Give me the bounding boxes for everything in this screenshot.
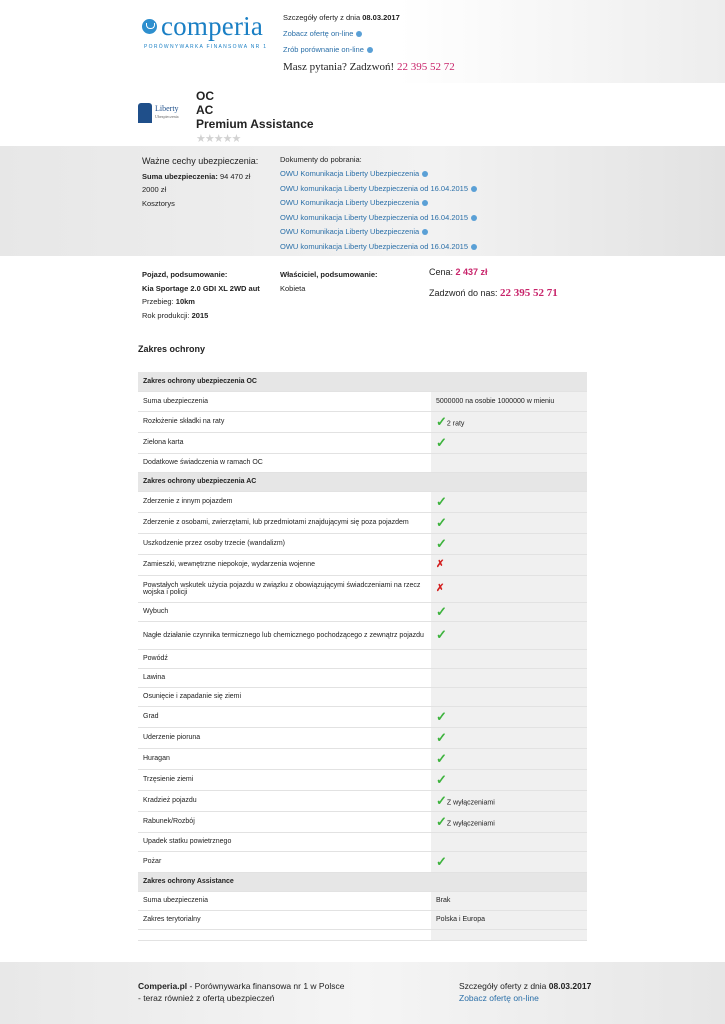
checkmark-icon: ✓ (436, 750, 447, 766)
header-phone-line: Masz pytania? Zadzwoń! 22 395 52 72 (283, 61, 455, 73)
coverage-row (138, 533, 587, 554)
coverage-value (431, 910, 587, 929)
logo-text: comperia (161, 11, 264, 41)
deductible: 2000 zł (142, 185, 167, 194)
info-icon (422, 229, 428, 235)
footer-offer: Szczegóły oferty z dnia 08.03.2017 Zobacz ofertę on-line (459, 981, 592, 1003)
header-phone[interactable]: 22 395 52 72 (396, 61, 455, 73)
logo-icon (142, 19, 157, 34)
coverage-label: Kradzież pojazdu (138, 790, 431, 811)
coverage-title: Zakres ochrony (138, 344, 206, 354)
price-block: Cena: 2 437 zł Zadzwoń do nas: 22 395 52 71 (429, 267, 558, 299)
checkmark-icon: ✓ (436, 627, 447, 642)
coverage-label: Wybuch (138, 602, 431, 621)
vehicle-title: Pojazd, podsumowanie: (142, 270, 228, 279)
coverage-row (138, 832, 587, 851)
coverage-amount: Brak (436, 897, 451, 904)
coverage-row (138, 687, 587, 706)
coverage-row (138, 391, 587, 411)
coverage-label: Lawina (138, 668, 431, 687)
coverage-group-header (138, 472, 587, 491)
coverage-row (138, 411, 587, 432)
product-name (196, 89, 314, 131)
documents-title: Dokumenty do pobrania: (280, 155, 362, 164)
coverage-row (138, 668, 587, 687)
coverage-label: Dodatkowe świadczenia w ramach OC (138, 453, 431, 472)
coverage-group-header (138, 372, 587, 391)
coverage-value (431, 602, 587, 621)
coverage-row (138, 554, 587, 575)
owner-summary (280, 268, 378, 295)
coverage-note: Z wyłączeniami (446, 799, 495, 807)
checkmark-icon: ✓ (436, 853, 447, 869)
coverage-value (431, 621, 587, 649)
checkmark-icon: ✓ (436, 729, 447, 745)
coverage-value (431, 533, 587, 554)
footer-view-offer-link[interactable]: Zobacz ofertę on-line (459, 993, 539, 1003)
sum-insured: 94 470 zł (219, 171, 251, 181)
coverage-row (138, 649, 587, 668)
coverage-label: Rabunek/Rozbój (138, 811, 431, 832)
coverage-value (431, 727, 587, 748)
checkmark-icon: ✓ (436, 535, 447, 551)
coverage-value (431, 512, 587, 533)
coverage-label: Powódź (138, 649, 431, 668)
coverage-row (138, 769, 587, 790)
coverage-value (431, 411, 587, 432)
coverage-label: Uszkodzenie przez osoby trzecie (wandalizm) (138, 533, 431, 554)
mileage: 10km (175, 297, 195, 306)
coverage-row (138, 491, 587, 512)
coverage-label: Zakres terytorialny (138, 910, 431, 929)
coverage-row (138, 910, 587, 929)
coverage-row (138, 512, 587, 533)
document-link[interactable]: OWU Komunikacja Liberty Ubezpieczenia (280, 198, 420, 207)
coverage-row (138, 453, 587, 472)
coverage-value (431, 554, 587, 575)
coverage-group-header (138, 872, 587, 891)
coverage-label: Zielona karta (138, 432, 431, 453)
coverage-label: Zamieszki, wewnętrzne niepokoje, wydarzenia wojenne (138, 554, 431, 575)
rating-stars: ★★★★★ (196, 133, 241, 145)
coverage-label: Upadek statku powietrznego (138, 832, 431, 851)
coverage-table (138, 372, 587, 941)
checkmark-icon: ✓ (436, 708, 447, 724)
coverage-row (138, 432, 587, 453)
info-icon (356, 31, 362, 37)
coverage-label: Zderzenie z innym pojazdem (138, 491, 431, 512)
coverage-row (138, 748, 587, 769)
production-year: 2015 (191, 310, 209, 320)
info-icon (422, 171, 428, 177)
important-features: Ważne cechy ubezpieczenia: Suma ubezpieczenia: 94 470 zł 2000 zł Kosztorys (142, 155, 258, 210)
coverage-label: Nagłe działanie czynnika termicznego lub chemicznego pochodzącego z zewnątrz pojazdu (138, 621, 431, 649)
vehicle-model: Kia Sportage 2.0 GDI XL 2WD aut (142, 283, 260, 293)
checkmark-icon: ✓ (436, 413, 447, 429)
footer-info: Comperia.pl - Porównywarka finansowa nr 1 w Polsce - teraz również z ofertą ubezpieczeń (138, 981, 345, 1003)
header-info (283, 13, 455, 80)
product-line: OC (196, 89, 214, 103)
offer-date-line: Szczegóły oferty z dnia 08.03.2017 (283, 13, 400, 22)
checkmark-icon: ✓ (436, 603, 447, 619)
cross-icon: ✗ (436, 583, 445, 594)
coverage-row (138, 851, 587, 872)
coverage-row (138, 575, 587, 602)
coverage-row (138, 621, 587, 649)
vehicle-summary: Pojazd, podsumowanie: Kia Sportage 2.0 GDI XL 2WD aut Przebieg: 10km Rok produkcji: 2015 (142, 270, 260, 320)
insurer-logo: Liberty Ubezpieczenia (138, 101, 188, 125)
coverage-value (431, 706, 587, 727)
checkmark-icon: ✓ (436, 813, 447, 829)
coverage-value (431, 391, 587, 411)
features-title: Ważne cechy ubezpieczenia: (142, 156, 259, 166)
documents (280, 155, 477, 254)
document-link[interactable]: OWU komunikacja Liberty Ubezpieczenia od 16.04.2015 (280, 212, 469, 222)
coverage-value (431, 891, 587, 910)
cost-basis: Kosztorys (142, 198, 175, 208)
coverage-value (431, 687, 587, 706)
group-label: Zakres ochrony Assistance (138, 872, 587, 891)
coverage-label: Powstałych wskutek użycia pojazdu w związku z obowiązującymi świadczeniami na rzecz wojska i policji (138, 575, 431, 602)
coverage-value (431, 851, 587, 872)
features-section (0, 146, 725, 256)
document-link[interactable]: OWU Komunikacja Liberty Ubezpieczenia (280, 169, 420, 178)
coverage-value (431, 491, 587, 512)
info-icon (471, 244, 477, 250)
compare-online-link[interactable]: Zrób porównanie on-line (283, 45, 364, 54)
coverage-value (431, 811, 587, 832)
info-icon (471, 215, 477, 221)
coverage-row (138, 811, 587, 832)
coverage-row (138, 790, 587, 811)
comperia-logo[interactable] (142, 11, 267, 50)
coverage-label: Grad (138, 706, 431, 727)
checkmark-icon: ✓ (436, 792, 447, 808)
coverage-value (431, 575, 587, 602)
group-label: Zakres ochrony ubezpieczenia OC (138, 372, 587, 391)
coverage-value (431, 432, 587, 453)
coverage-row (138, 602, 587, 621)
coverage-row (138, 727, 587, 748)
summary-section (0, 258, 725, 328)
checkmark-icon: ✓ (436, 771, 447, 787)
group-label: Zakres ochrony ubezpieczenia AC (138, 472, 587, 491)
coverage-label: Uderzenie pioruna (138, 727, 431, 748)
product-line: AC (196, 103, 214, 117)
coverage-label (138, 929, 431, 940)
coverage-value (431, 929, 587, 940)
checkmark-icon: ✓ (436, 514, 447, 530)
coverage-value (431, 668, 587, 687)
coverage-label: Suma ubezpieczenia (138, 391, 431, 411)
coverage-amount: Polska i Europa (436, 916, 486, 923)
coverage-label: Suma ubezpieczenia (138, 891, 431, 910)
coverage-value (431, 790, 587, 811)
owner-value: Kobieta (280, 283, 306, 293)
coverage-value (431, 748, 587, 769)
coverage-row (138, 929, 587, 940)
product-line: Premium Assistance (196, 117, 314, 131)
footer (0, 962, 725, 1024)
checkmark-icon: ✓ (436, 434, 447, 450)
info-icon (471, 186, 477, 192)
document-link[interactable]: OWU Komunikacja Liberty Ubezpieczenia (280, 227, 420, 236)
info-icon (422, 200, 428, 206)
coverage-label: Zderzenie z osobami, zwierzętami, lub przedmiotami znajdującymi się poza pojazdem (138, 512, 431, 533)
coverage-note: Z wyłączeniami (446, 820, 495, 828)
contact-phone[interactable]: 22 395 52 71 (500, 287, 558, 299)
coverage-label: Osunięcie i zapadanie się ziemi (138, 687, 431, 706)
coverage-value (431, 649, 587, 668)
info-icon (367, 47, 373, 53)
coverage-label: Huragan (138, 748, 431, 769)
statue-icon (138, 103, 152, 123)
document-link[interactable]: OWU komunikacja Liberty Ubezpieczenia od 16.04.2015 (280, 183, 469, 193)
document-link[interactable]: OWU komunikacja Liberty Ubezpieczenia od 16.04.2015 (280, 241, 469, 251)
coverage-value (431, 832, 587, 851)
cross-icon: ✗ (436, 559, 445, 570)
coverage-row (138, 706, 587, 727)
coverage-value (431, 769, 587, 790)
coverage-row (138, 891, 587, 910)
coverage-label: Trzęsienie ziemi (138, 769, 431, 790)
coverage-value (431, 453, 587, 472)
checkmark-icon: ✓ (436, 493, 447, 509)
footer-brand: Comperia.pl (138, 981, 188, 991)
header (0, 0, 725, 83)
coverage-label: Pożar (138, 851, 431, 872)
logo-tagline: PORÓWNYWARKA FINANSOWA NR 1 (144, 44, 268, 50)
owner-title: Właściciel, podsumowanie: (280, 270, 378, 279)
coverage-amount: 5000000 na osobie 1000000 w mieniu (436, 397, 555, 405)
view-offer-online-link[interactable]: Zobacz ofertę on-line (283, 29, 354, 38)
coverage-note: 2 raty (446, 420, 465, 428)
coverage-label: Rozłożenie składki na raty (138, 411, 431, 432)
offer-date: 08.03.2017 (362, 13, 400, 22)
price: 2 437 zł (455, 267, 488, 277)
